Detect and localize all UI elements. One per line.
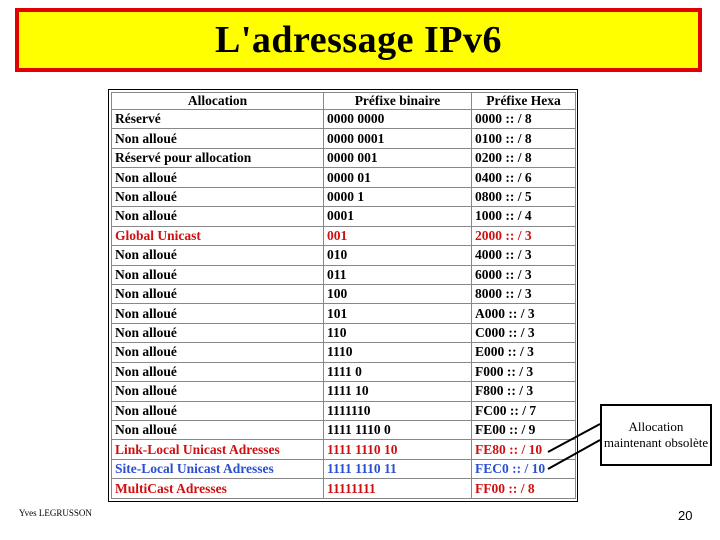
cell-hexa: F800 :: / 3 [472,382,576,401]
cell-binaire: 001 [324,226,472,245]
cell-binaire: 0000 0001 [324,129,472,148]
cell-binaire: 011 [324,265,472,284]
cell-allocation: Non alloué [112,207,324,226]
cell-binaire: 1111 10 [324,382,472,401]
cell-hexa: FF00 :: / 8 [472,479,576,499]
cell-binaire: 0000 1 [324,187,472,206]
table-row [112,265,576,284]
table-body [112,110,576,499]
cell-hexa: 0100 :: / 8 [472,129,576,148]
cell-allocation: Non alloué [112,129,324,148]
header-prefixe-binaire: Préfixe binaire [324,93,472,110]
cell-hexa: 0800 :: / 5 [472,187,576,206]
table-row [112,187,576,206]
cell-hexa: FE00 :: / 9 [472,421,576,440]
table-row [112,148,576,167]
cell-binaire: 1111 1110 11 [324,459,472,478]
cell-binaire: 11111111 [324,479,472,499]
cell-allocation: Réservé pour allocation [112,148,324,167]
cell-binaire: 100 [324,284,472,303]
cell-binaire: 0000 01 [324,168,472,187]
author-footer: Yves LEGRUSSON [19,508,92,518]
cell-hexa: FC00 :: / 7 [472,401,576,420]
cell-hexa: F000 :: / 3 [472,362,576,381]
cell-hexa: 0400 :: / 6 [472,168,576,187]
cell-allocation: MultiCast Adresses [112,479,324,499]
cell-hexa: E000 :: / 3 [472,343,576,362]
cell-binaire: 1111110 [324,401,472,420]
cell-allocation: Non alloué [112,343,324,362]
page-number: 20 [678,508,693,523]
cell-allocation: Non alloué [112,421,324,440]
table-row [112,479,576,499]
table-row [112,246,576,265]
table-row [112,343,576,362]
table-row [112,284,576,303]
cell-binaire: 101 [324,304,472,323]
obsolete-callout [600,404,712,466]
cell-binaire: 1111 1110 10 [324,440,472,459]
cell-allocation: Non alloué [112,265,324,284]
cell-hexa: 4000 :: / 3 [472,246,576,265]
cell-allocation: Non alloué [112,401,324,420]
cell-allocation: Non alloué [112,187,324,206]
table-row [112,459,576,478]
cell-allocation: Non alloué [112,382,324,401]
cell-hexa: 0200 :: / 8 [472,148,576,167]
cell-binaire: 1110 [324,343,472,362]
table-row [112,129,576,148]
allocation-table-container [108,89,578,502]
cell-hexa: FEC0 :: / 10 [472,459,576,478]
cell-binaire: 1111 0 [324,362,472,381]
table-row [112,323,576,342]
cell-binaire: 110 [324,323,472,342]
cell-allocation: Non alloué [112,323,324,342]
cell-hexa: C000 :: / 3 [472,323,576,342]
cell-hexa: 0000 :: / 8 [472,110,576,129]
table-row [112,362,576,381]
table-header-row [112,93,576,110]
cell-allocation: Non alloué [112,284,324,303]
table-row [112,226,576,245]
cell-allocation: Non alloué [112,246,324,265]
cell-binaire: 010 [324,246,472,265]
cell-allocation: Link-Local Unicast Adresses [112,440,324,459]
table-row [112,382,576,401]
header-allocation: Allocation [112,93,324,110]
cell-hexa: FE80 :: / 10 [472,440,576,459]
cell-allocation: Réservé [112,110,324,129]
table-row [112,440,576,459]
cell-binaire: 1111 1110 0 [324,421,472,440]
cell-binaire: 0000 0000 [324,110,472,129]
table-row [112,168,576,187]
cell-allocation: Non alloué [112,304,324,323]
cell-binaire: 0000 001 [324,148,472,167]
table-row [112,304,576,323]
table-row [112,421,576,440]
cell-hexa: 2000 :: / 3 [472,226,576,245]
cell-hexa: A000 :: / 3 [472,304,576,323]
cell-allocation: Site-Local Unicast Adresses [112,459,324,478]
cell-hexa: 6000 :: / 3 [472,265,576,284]
callout-text: Allocation maintenant obsolète [603,419,709,450]
slide-title: L'adressage IPv6 [214,19,503,61]
cell-allocation: Non alloué [112,362,324,381]
title-banner [15,8,702,72]
header-prefixe-hexa: Préfixe Hexa [472,93,576,110]
table-row [112,207,576,226]
table-row [112,401,576,420]
cell-allocation: Non alloué [112,168,324,187]
allocation-table [111,92,576,499]
cell-hexa: 8000 :: / 3 [472,284,576,303]
cell-binaire: 0001 [324,207,472,226]
cell-allocation: Global Unicast [112,226,324,245]
table-row [112,110,576,129]
cell-hexa: 1000 :: / 4 [472,207,576,226]
